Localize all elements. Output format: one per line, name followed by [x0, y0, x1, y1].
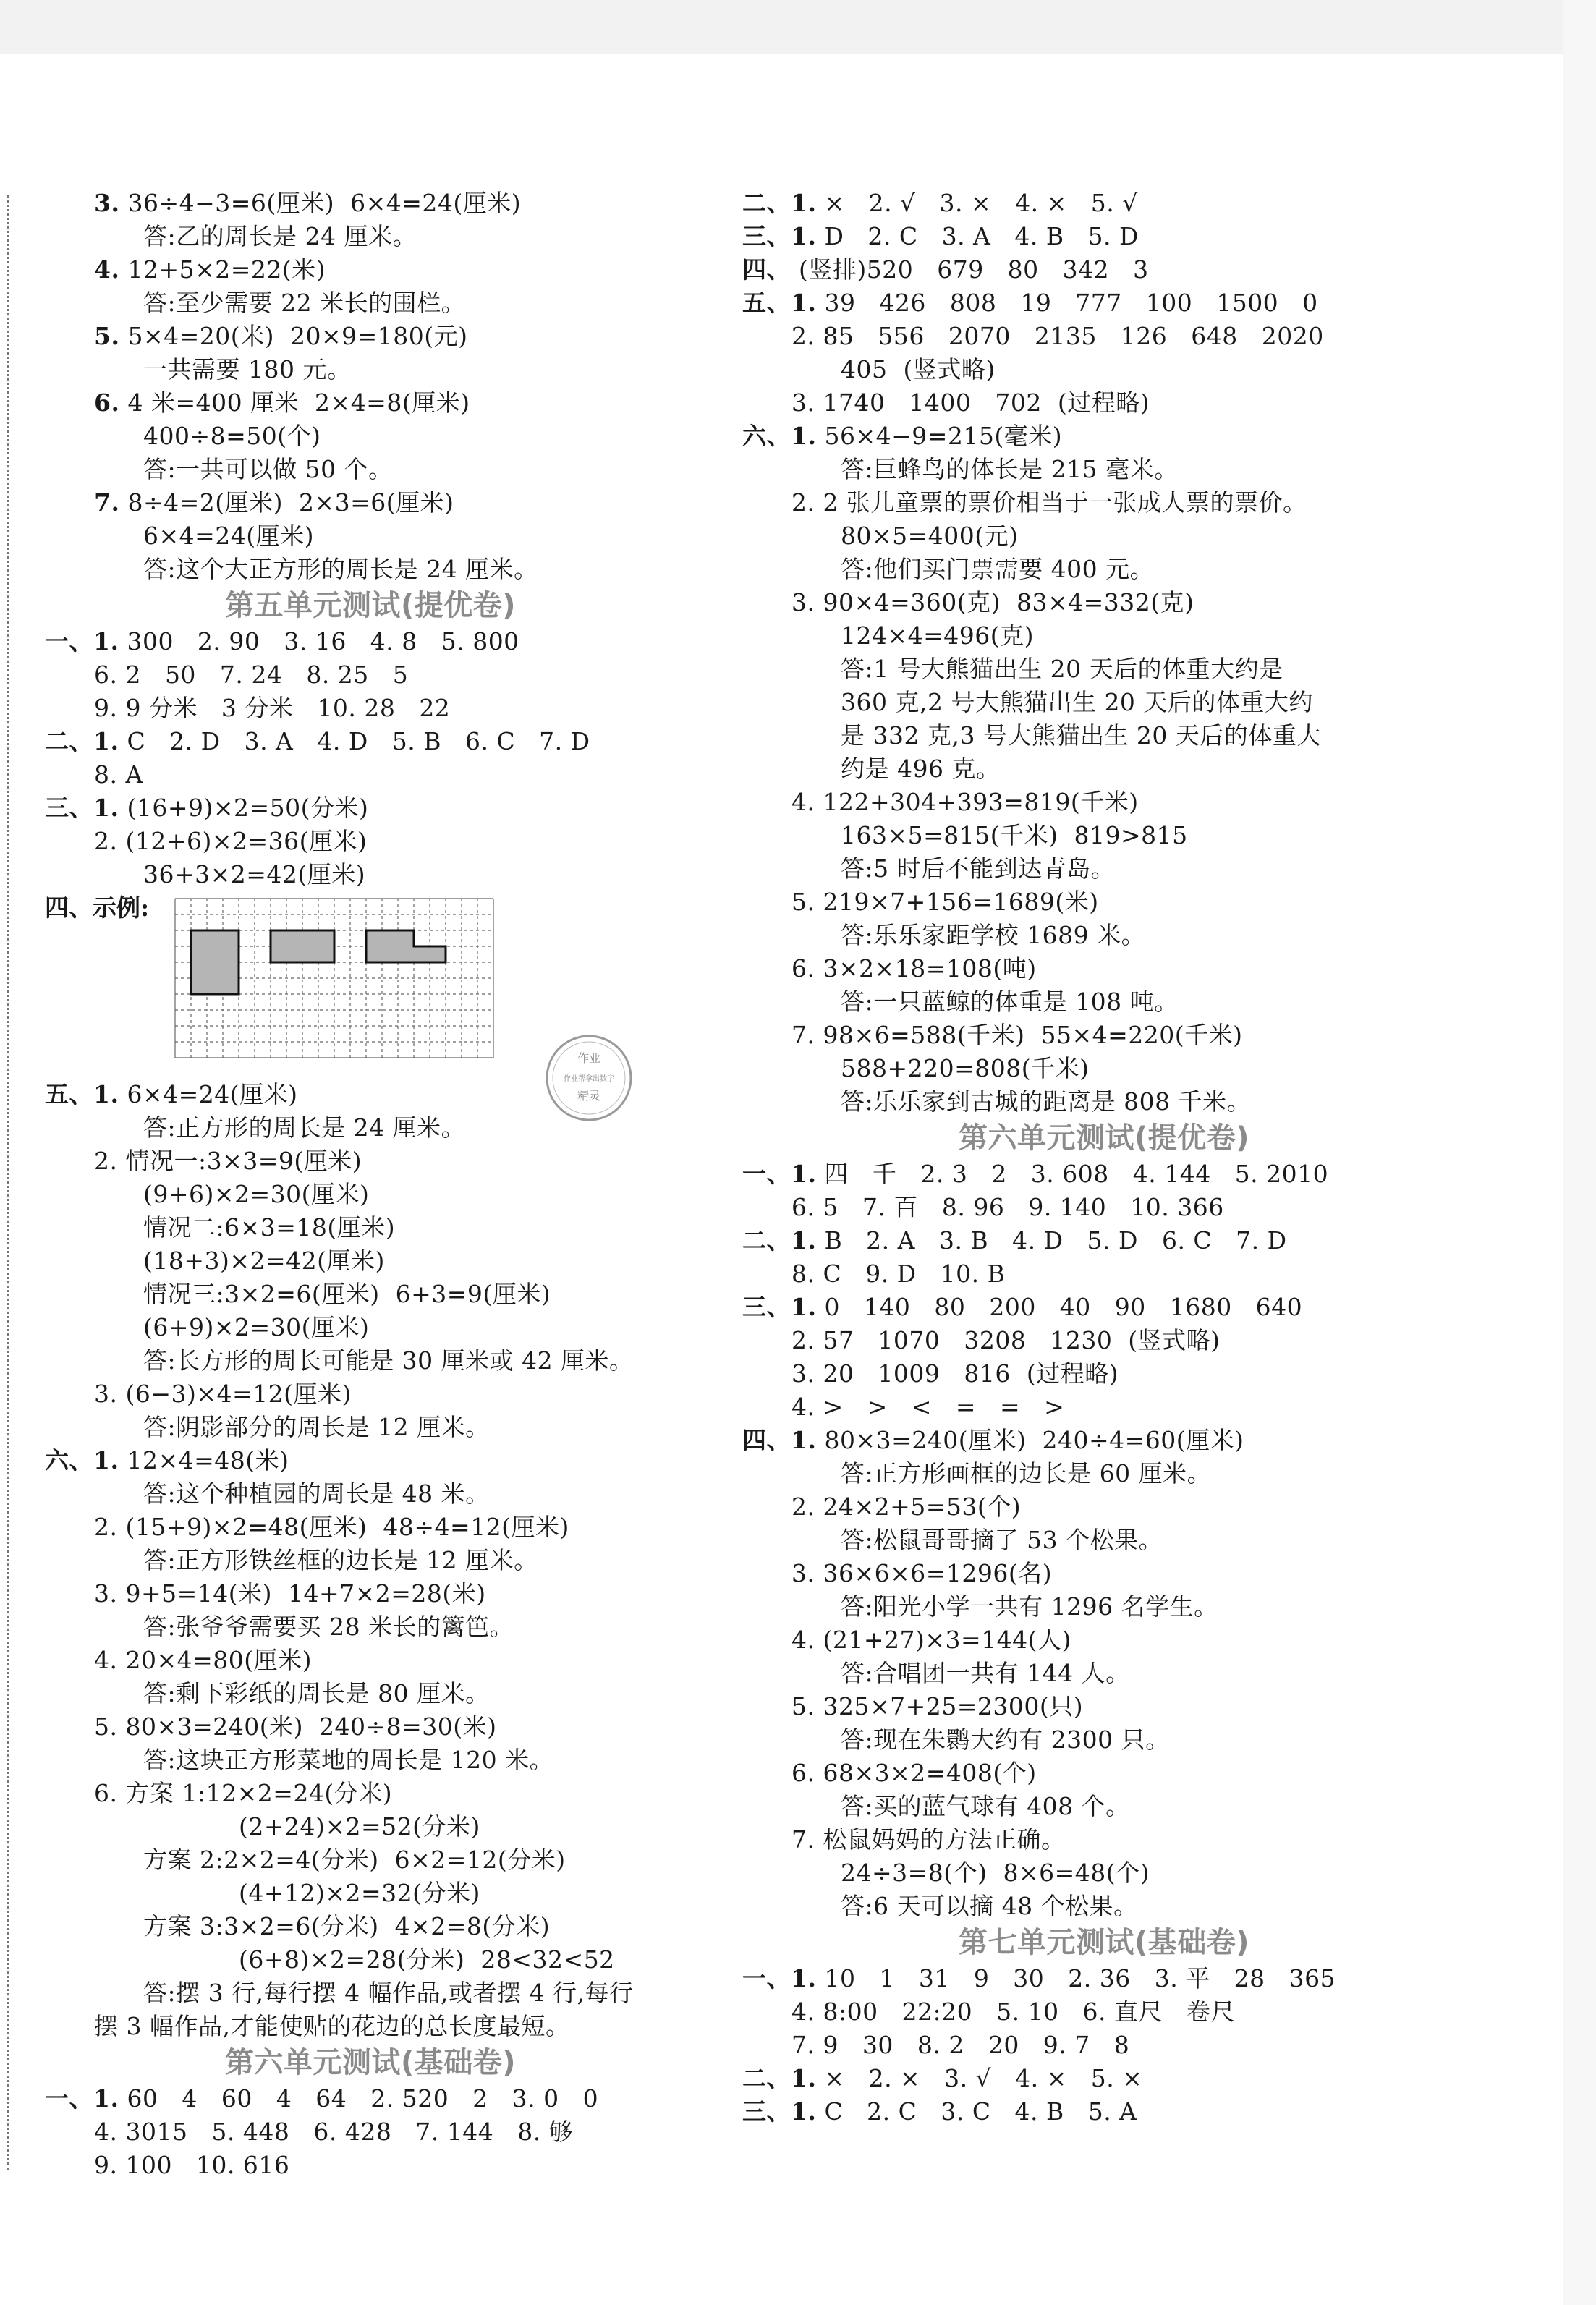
answer-text: 约是 496 克。	[841, 755, 1001, 783]
answer-line	[742, 985, 1466, 1019]
answer-line	[45, 420, 696, 453]
answer-text: 24÷3=8(个) 8×6=48(个)	[841, 1859, 1150, 1887]
answer-text: 2. 57 1070 3208 1230 (竖式略)	[791, 1326, 1221, 1354]
answer-line	[45, 1577, 696, 1610]
answer-line	[742, 1052, 1466, 1085]
section-title: 第六单元测试(基础卷)	[224, 2046, 517, 2079]
answer-line	[742, 486, 1466, 519]
answer-text: 情况二:6×3=18(厘米)	[143, 1213, 396, 1241]
answer-text: 答:他们买门票需要 400 元。	[841, 555, 1155, 583]
answer-text: 12+5×2=22(米)	[127, 255, 326, 284]
section-title: 第五单元测试(提优卷)	[224, 589, 517, 622]
answer-line	[742, 786, 1466, 819]
answer-text: 答:正方形铁丝框的边长是 12 厘米。	[143, 1546, 538, 1574]
answer-text: 7. 松鼠妈妈的方法正确。	[791, 1825, 1066, 1854]
stamp-line-1: 作业	[577, 1051, 601, 1065]
answer-text: × 2. × 3. √ 4. × 5. ×	[824, 2064, 1143, 2092]
answer-line	[742, 1890, 1466, 1923]
answer-line	[742, 819, 1466, 852]
answer-line	[45, 1411, 696, 1444]
answer-line	[742, 353, 1466, 386]
answer-line	[45, 187, 696, 220]
answer-text: 124×4=496(克)	[841, 621, 1035, 650]
answer-text: D 2. C 3. A 4. B 5. D	[824, 222, 1139, 250]
answer-text: 6×4=24(厘米)	[127, 1080, 298, 1108]
answer-text: 2. 情况一:3×3=9(厘米)	[94, 1147, 362, 1175]
answer-line	[742, 1158, 1466, 1191]
answer-text: 3. 1740 1400 702 (过程略)	[791, 389, 1150, 417]
answer-line	[45, 1777, 696, 1810]
left-answer-column	[45, 187, 696, 2182]
answer-text: 答:乙的周长是 24 厘米。	[143, 222, 417, 250]
answer-line	[742, 253, 1466, 286]
answer-line	[45, 2115, 696, 2149]
answer-text: 10 1 31 9 30 2. 36 3. 平 28 365	[824, 1964, 1336, 1992]
answer-line	[45, 1943, 696, 1977]
answer-line	[45, 2010, 696, 2043]
answer-text: 6. 68×3×2=408(个)	[791, 1759, 1037, 1787]
answer-line	[742, 553, 1466, 586]
answer-text: 7. 9 30 8. 2 20 9. 7 8	[791, 2031, 1130, 2059]
answer-line	[45, 658, 696, 692]
answer-line	[45, 320, 696, 353]
answer-text: 5. 219×7+156=1689(米)	[791, 888, 1099, 916]
answer-line	[742, 1995, 1466, 2029]
answer-text: 答:摆 3 行,每行摆 4 幅作品,或者摆 4 行,每行	[143, 1979, 634, 2007]
answer-text: 5×4=20(米) 20×9=180(元)	[127, 322, 468, 350]
answer-line	[742, 1291, 1466, 1324]
answer-text: 答:乐乐家到古城的距离是 808 千米。	[841, 1087, 1252, 1116]
answer-line	[45, 1977, 696, 2010]
answer-text: 400÷8=50(个)	[143, 422, 321, 450]
answer-text: 答:一共可以做 50 个。	[143, 455, 393, 483]
answer-line	[742, 286, 1466, 320]
answer-line	[45, 1378, 696, 1411]
item-number: 三、1.	[742, 222, 817, 250]
answer-text: 2. 2 张儿童票的票价相当于一张成人票的票价。	[791, 488, 1307, 517]
answer-text: 情况三:3×2=6(厘米) 6+3=9(厘米)	[143, 1280, 551, 1308]
answer-line	[742, 1623, 1466, 1657]
answer-line	[45, 1444, 696, 1477]
item-number: 一、1.	[45, 2084, 119, 2113]
answer-line	[742, 1557, 1466, 1590]
top-margin-band	[0, 0, 1596, 54]
right-answer-column	[742, 187, 1466, 2128]
answer-text: 答:乐乐家距学校 1689 米。	[841, 921, 1146, 949]
answer-line	[45, 625, 696, 658]
answer-text: 答:6 天可以摘 48 个松果。	[841, 1892, 1138, 1920]
answer-line	[742, 1324, 1466, 1357]
answer-text: (9+6)×2=30(厘米)	[143, 1180, 370, 1208]
shape-l-shape	[366, 930, 446, 962]
answer-text: 60 4 60 4 64 2. 520 2 3. 0 0	[127, 2084, 599, 2113]
answer-text: 答:合唱团一共有 144 人。	[841, 1659, 1130, 1687]
answer-text: 答:一只蓝鲸的体重是 108 吨。	[841, 988, 1179, 1016]
answer-line	[742, 2095, 1466, 2128]
answer-text: 2. (12+6)×2=36(厘米)	[94, 827, 368, 855]
answer-line	[45, 1910, 696, 1943]
answer-text: 39 426 808 19 777 100 1500 0	[824, 289, 1318, 317]
item-number: 四、	[742, 255, 791, 284]
answer-line	[45, 1610, 696, 1644]
answer-text: 答:这块正方形菜地的周长是 120 米。	[143, 1746, 554, 1774]
answer-line	[742, 752, 1466, 786]
answer-text: 36÷4−3=6(厘米) 6×4=24(厘米)	[127, 189, 522, 217]
item-number: 7.	[94, 488, 120, 517]
answer-line	[742, 919, 1466, 952]
answer-text: 答:阴影部分的周长是 12 厘米。	[143, 1413, 490, 1441]
answer-text: 答:买的蓝气球有 408 个。	[841, 1792, 1130, 1820]
item-number: 3.	[94, 189, 120, 217]
answer-line	[45, 486, 696, 519]
answer-text: 7. 98×6=588(千米) 55×4=220(千米)	[791, 1021, 1243, 1049]
item-number: 三、1.	[742, 1293, 817, 1321]
answer-line	[742, 719, 1466, 752]
answer-text: 答:1 号大熊猫出生 20 天后的体重大约是	[841, 655, 1283, 683]
answer-line	[742, 1657, 1466, 1690]
item-number: 六、1.	[45, 1446, 119, 1474]
section-title: 第七单元测试(基础卷)	[958, 1926, 1250, 1959]
answer-line	[45, 1244, 696, 1278]
answer-line	[742, 1490, 1466, 1524]
answer-line	[742, 1723, 1466, 1757]
answer-line	[742, 1424, 1466, 1457]
answer-line	[45, 725, 696, 758]
answer-text: 80×3=240(厘米) 240÷4=60(厘米)	[824, 1426, 1244, 1454]
answer-text: (竖排)520 679 80 342 3	[799, 255, 1149, 284]
answer-line	[742, 1191, 1466, 1224]
answer-text: 4. 3015 5. 448 6. 428 7. 144 8. 够	[94, 2118, 574, 2146]
answer-text: (6+9)×2=30(厘米)	[143, 1313, 370, 1341]
answer-text: 5. 325×7+25=2300(只)	[791, 1692, 1084, 1720]
answer-line	[45, 1710, 696, 1744]
answer-text: 8. C 9. D 10. B	[791, 1260, 1006, 1288]
answer-line	[45, 1278, 696, 1311]
answer-line	[45, 1178, 696, 1211]
answer-text: 6. 2 50 7. 24 8. 25 5	[94, 661, 409, 689]
answer-line	[742, 952, 1466, 985]
answer-line	[45, 1744, 696, 1777]
answer-line	[45, 1511, 696, 1544]
answer-text: 4. 20×4=80(厘米)	[94, 1646, 313, 1674]
answer-line	[742, 220, 1466, 253]
answer-line	[742, 619, 1466, 653]
answer-line	[45, 1311, 696, 1344]
answer-line	[742, 686, 1466, 719]
answer-line	[742, 852, 1466, 886]
answer-line	[742, 1085, 1466, 1118]
answer-text: 6. 方案 1:12×2=24(分米)	[94, 1779, 393, 1807]
answer-line	[742, 586, 1466, 619]
answer-line	[45, 1544, 696, 1577]
shape-square	[191, 930, 239, 994]
answer-text: 9. 9 分米 3 分米 10. 28 22	[94, 694, 451, 722]
answer-line	[742, 1823, 1466, 1856]
answer-line	[742, 519, 1466, 553]
answer-text: 36+3×2=42(厘米)	[143, 860, 366, 888]
answer-text: 0 140 80 200 40 90 1680 640	[824, 1293, 1303, 1321]
item-number: 六、1.	[742, 422, 817, 450]
answer-line	[742, 1019, 1466, 1052]
answer-text: 9. 100 10. 616	[94, 2151, 290, 2179]
stamp-line-3: 精灵	[577, 1089, 601, 1103]
item-number: 一、1.	[742, 1160, 817, 1188]
answer-line	[45, 692, 696, 725]
answer-text: 5. 80×3=240(米) 240÷8=30(米)	[94, 1712, 497, 1741]
answer-line	[45, 1677, 696, 1710]
item-number: 四、1.	[742, 1426, 817, 1454]
answer-line	[45, 353, 696, 386]
answer-text: × 2. √ 3. × 4. × 5. √	[824, 189, 1138, 217]
answer-text: 答:巨蜂鸟的体长是 215 毫米。	[841, 455, 1179, 483]
answer-text: 一共需要 180 元。	[143, 355, 352, 383]
answer-text: 四 千 2. 3 2 3. 608 4. 144 5. 2010	[824, 1160, 1329, 1188]
answer-text: (2+24)×2=52(分米)	[239, 1812, 480, 1841]
answer-line	[45, 519, 696, 553]
answer-line	[742, 1257, 1466, 1291]
answer-line	[742, 1856, 1466, 1890]
answer-text: 3. 20 1009 816 (过程略)	[791, 1359, 1119, 1388]
stamp-line-2: 作业帮拿出数字	[564, 1075, 614, 1083]
answer-line	[45, 386, 696, 420]
answer-text: 588+220=808(千米)	[841, 1054, 1090, 1082]
answer-text: 6. 3×2×18=108(吨)	[791, 954, 1037, 982]
answer-line	[742, 1590, 1466, 1623]
answer-text: 3. 36×6×6=1296(名)	[791, 1559, 1053, 1587]
answer-text: (16+9)×2=50(分米)	[127, 794, 369, 822]
answer-text: 答:长方形的周长可能是 30 厘米或 42 厘米。	[143, 1346, 634, 1375]
answer-line	[45, 1843, 696, 1877]
answer-line	[742, 1357, 1466, 1391]
answer-text: (18+3)×2=42(厘米)	[143, 1247, 385, 1275]
item-number: 五、1.	[742, 289, 817, 317]
answer-line	[742, 420, 1466, 453]
answer-line	[45, 825, 696, 858]
answer-line	[742, 453, 1466, 486]
answer-text: 4 米=400 厘米 2×4=8(厘米)	[127, 389, 470, 417]
answer-text: 答:这个大正方形的周长是 24 厘米。	[143, 555, 538, 583]
answer-line	[45, 1644, 696, 1677]
answer-text: 答:现在朱鹮大约有 2300 只。	[841, 1725, 1170, 1754]
answer-line	[742, 386, 1466, 420]
answer-text: 答:松鼠哥哥摘了 53 个松果。	[841, 1526, 1163, 1554]
answer-text: 56×4−9=215(毫米)	[824, 422, 1063, 450]
answer-text: 300 2. 90 3. 16 4. 8 5. 800	[127, 627, 519, 655]
answer-line	[45, 758, 696, 791]
answer-line	[45, 453, 696, 486]
answer-text: 答:正方形的周长是 24 厘米。	[143, 1113, 466, 1142]
item-number: 二、1.	[742, 189, 817, 217]
item-number: 4.	[94, 255, 120, 284]
answer-line	[45, 1810, 696, 1843]
answer-line	[742, 653, 1466, 686]
answer-text: 方案 3:3×2=6(分米) 4×2=8(分米)	[143, 1912, 551, 1940]
answer-text: 4. 122+304+393=819(千米)	[791, 788, 1139, 816]
answer-line	[45, 2149, 696, 2182]
answer-text: 8÷4=2(厘米) 2×3=6(厘米)	[127, 488, 454, 517]
answer-line	[45, 1477, 696, 1511]
answer-text: 8. A	[94, 760, 143, 789]
answer-line	[45, 553, 696, 586]
answer-text: 答:至少需要 22 米长的围栏。	[143, 289, 466, 317]
answer-line	[742, 2029, 1466, 2062]
answer-text: 4. > > < = = >	[791, 1393, 1065, 1421]
answer-line	[742, 2062, 1466, 2095]
answer-line	[742, 1524, 1466, 1557]
answer-text: (4+12)×2=32(分米)	[239, 1879, 480, 1907]
answer-line	[45, 1877, 696, 1910]
answer-text: 2. 85 556 2070 2135 126 648 2020	[791, 322, 1324, 350]
answer-line	[45, 1145, 696, 1178]
answer-line	[45, 253, 696, 286]
answer-text: 2. 24×2+5=53(个)	[791, 1493, 1022, 1521]
answer-text: 12×4=48(米)	[127, 1446, 289, 1474]
section-title: 第六单元测试(提优卷)	[958, 1121, 1250, 1155]
answer-text: 360 克,2 号大熊猫出生 20 天后的体重大约	[841, 688, 1313, 716]
answer-line	[742, 1391, 1466, 1424]
answer-text: 答:这个种植园的周长是 48 米。	[143, 1480, 490, 1508]
answer-text: 3. 90×4=360(克) 83×4=332(克)	[791, 588, 1194, 616]
answer-text: 3. (6−3)×4=12(厘米)	[94, 1380, 352, 1408]
answer-text: B 2. A 3. B 4. D 5. D 6. C 7. D	[824, 1226, 1287, 1255]
answer-text: 方案 2:2×2=4(分米) 6×2=12(分米)	[143, 1846, 566, 1874]
answer-line	[45, 858, 696, 891]
answer-text: 163×5=815(千米) 819>815	[841, 821, 1188, 849]
answer-line	[742, 1457, 1466, 1490]
answer-text: 3. 9+5=14(米) 14+7×2=28(米)	[94, 1579, 486, 1608]
item-number: 二、1.	[742, 2064, 817, 2092]
answer-text: 是 332 克,3 号大熊猫出生 20 天后的体重大	[841, 721, 1321, 750]
watermark-stamp	[544, 1033, 634, 1123]
answer-line	[742, 886, 1466, 919]
item-number: 二、1.	[45, 727, 119, 755]
answer-text: 答:剩下彩纸的周长是 80 厘米。	[143, 1679, 490, 1707]
answer-text: 摆 3 幅作品,才能使贴的花边的总长度最短。	[94, 2012, 570, 2040]
item-number: 三、1.	[742, 2097, 817, 2126]
answer-text: 4. (21+27)×3=144(人)	[791, 1626, 1071, 1654]
answer-text: 6. 5 7. 百 8. 96 9. 140 10. 366	[791, 1193, 1224, 1221]
item-number: 五、1.	[45, 1080, 119, 1108]
answer-text: 答:正方形画框的边长是 60 厘米。	[841, 1459, 1212, 1487]
answer-text: 80×5=400(元)	[841, 522, 1019, 550]
item-number: 二、1.	[742, 1226, 817, 1255]
binding-cut-line	[7, 195, 9, 2170]
answer-text: 2. (15+9)×2=48(厘米) 48÷4=12(厘米)	[94, 1513, 569, 1541]
answer-line	[742, 1962, 1466, 1995]
answer-line	[742, 320, 1466, 353]
answer-text: 405 (竖式略)	[841, 355, 996, 383]
item-number: 一、1.	[742, 1964, 817, 1992]
answer-line	[45, 220, 696, 253]
item-number: 一、1.	[45, 627, 119, 655]
answer-line	[45, 1344, 696, 1378]
answer-line	[742, 1790, 1466, 1823]
item-number: 5.	[94, 322, 120, 350]
right-margin-band	[1563, 0, 1596, 2305]
answer-line	[45, 286, 696, 320]
answer-text: 答:5 时后不能到达青岛。	[841, 854, 1116, 883]
answer-text: 答:阳光小学一共有 1296 名学生。	[841, 1592, 1218, 1621]
item-number: 三、1.	[45, 794, 119, 822]
item-number: 6.	[94, 389, 120, 417]
answer-text: C 2. D 3. A 4. D 5. B 6. C 7. D	[127, 727, 590, 755]
grid-example-label: 四、示例:	[45, 893, 150, 922]
answer-line	[742, 1224, 1466, 1257]
answer-text: 4. 8:00 22:20 5. 10 6. 直尺 卷尺	[791, 1998, 1235, 2026]
answer-text: C 2. C 3. C 4. B 5. A	[824, 2097, 1137, 2126]
answer-line	[742, 187, 1466, 220]
grid-example-figure	[168, 891, 501, 1065]
answer-text: 答:张爷爷需要买 28 米长的篱笆。	[143, 1613, 514, 1641]
answer-text: (6+8)×2=28(分米) 28<32<52	[239, 1945, 615, 1974]
answer-text: 6×4=24(厘米)	[143, 522, 315, 550]
shape-rect	[271, 930, 334, 962]
answer-line	[45, 1211, 696, 1244]
answer-line	[742, 1690, 1466, 1723]
answer-line	[45, 2082, 696, 2115]
answer-line	[742, 1757, 1466, 1790]
answer-line	[45, 791, 696, 825]
